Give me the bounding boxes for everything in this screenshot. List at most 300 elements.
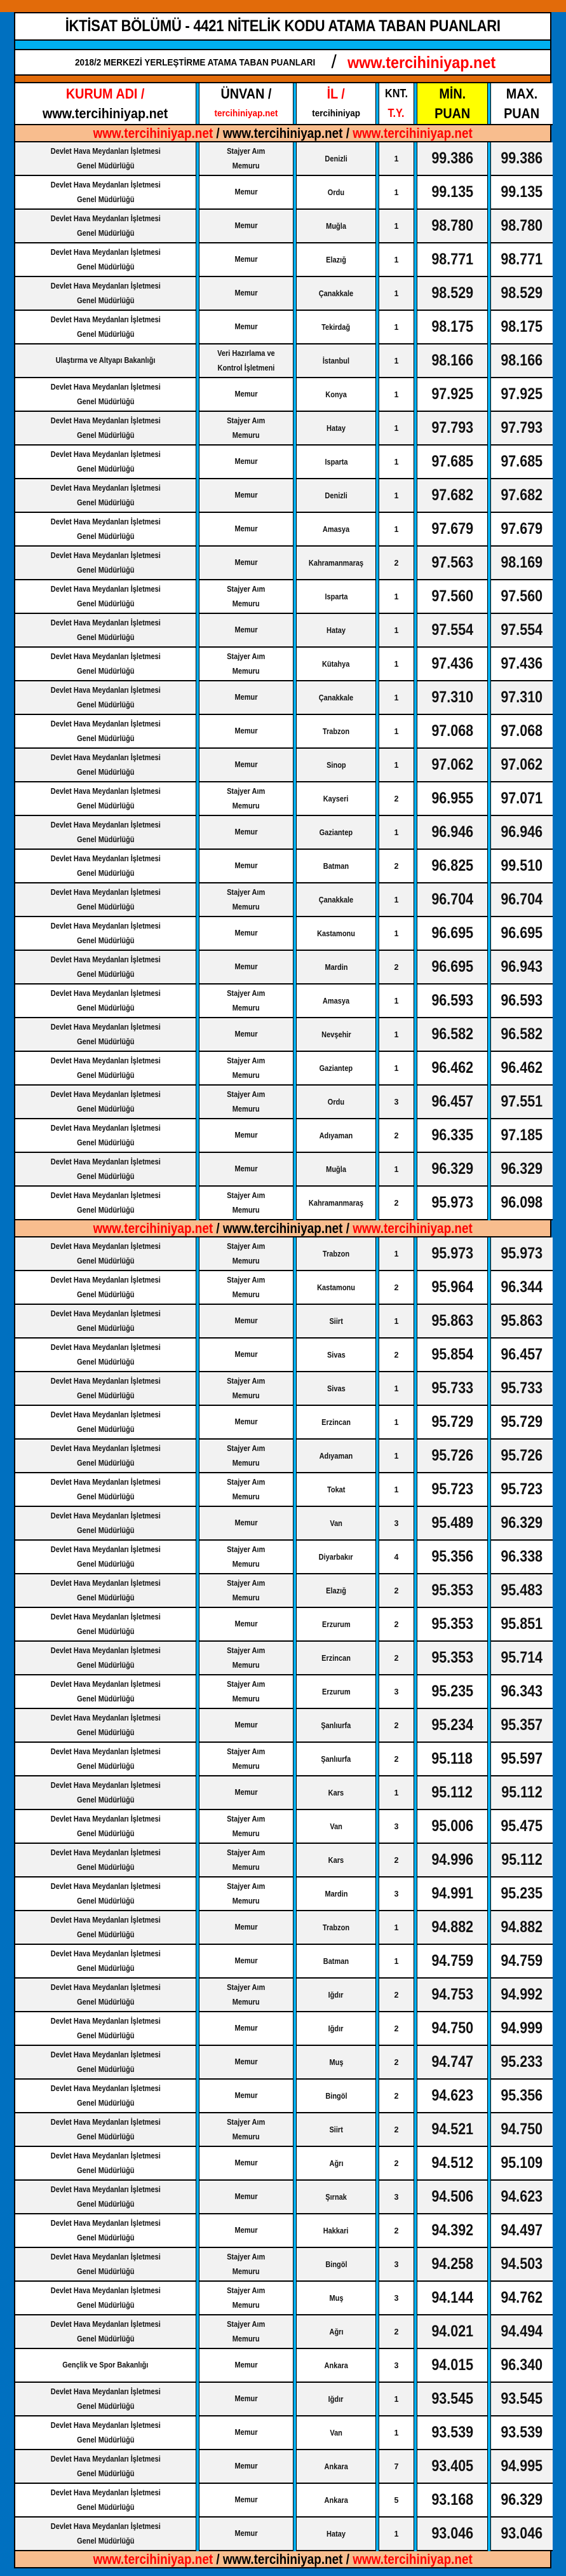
cell-quota: 1 — [379, 1052, 414, 1086]
cell-institution: Devlet Hava Meydanları İşletmesi Genel Müdürlüğü — [15, 1877, 196, 1911]
cell-quota: 1 — [379, 1237, 414, 1271]
cell-max-score: 97.071 — [491, 782, 553, 816]
cell-title: Memur — [199, 446, 293, 479]
cell-title: Memur — [199, 243, 293, 277]
cell-quota: 1 — [379, 2383, 414, 2416]
cell-city: Gaziantep — [297, 816, 375, 850]
table-row — [14, 2012, 551, 2046]
banner-link-2[interactable]: www.tercihiniyap.net — [222, 1220, 343, 1236]
table-row — [14, 1086, 551, 1119]
cell-institution: Ulaştırma ve Altyapı Bakanlığı — [15, 344, 196, 378]
cell-quota: 3 — [379, 2248, 414, 2282]
cell-quota: 1 — [379, 243, 414, 277]
cell-title: Memur — [199, 850, 293, 883]
cell-institution: Devlet Hava Meydanları İşletmesi Genel Müdürlüğü — [15, 951, 196, 985]
cell-city: Konya — [297, 378, 375, 412]
cell-min-score: 95.729 — [417, 1406, 487, 1440]
cell-quota: 2 — [379, 2046, 414, 2080]
cell-min-score: 95.726 — [417, 1440, 487, 1473]
cell-city: Trabzon — [297, 715, 375, 749]
cell-institution: Devlet Hava Meydanları İşletmesi Genel Müdürlüğü — [15, 1237, 196, 1271]
cell-city: Çanakkale — [297, 681, 375, 715]
cell-institution: Devlet Hava Meydanları İşletmesi Genel Müdürlüğü — [15, 176, 196, 210]
cell-quota: 1 — [379, 614, 414, 648]
cell-min-score: 97.925 — [417, 378, 487, 412]
cell-max-score: 97.682 — [491, 479, 553, 513]
cell-min-score: 97.793 — [417, 412, 487, 446]
cell-city: Erzurum — [297, 1675, 375, 1709]
cell-max-score: 96.098 — [491, 1187, 553, 1220]
cell-institution: Devlet Hava Meydanları İşletmesi Genel Müdürlüğü — [15, 850, 196, 883]
cell-city: Hatay — [297, 2518, 375, 2551]
cell-min-score: 95.118 — [417, 1743, 487, 1776]
cell-title: Memur — [199, 2484, 293, 2518]
cell-max-score: 94.762 — [491, 2282, 553, 2315]
cell-max-score: 96.329 — [491, 1153, 553, 1187]
cell-title: Memur — [199, 1406, 293, 1440]
table-header — [14, 83, 551, 125]
table-row — [14, 1119, 551, 1153]
table-row — [14, 210, 551, 243]
cell-city: Kütahya — [297, 648, 375, 681]
cell-title: Stajyer Aım Memuru — [199, 1877, 293, 1911]
cell-city: Ankara — [297, 2484, 375, 2518]
cell-title: Memur — [199, 2214, 293, 2248]
cell-quota: 1 — [379, 816, 414, 850]
table-row — [14, 2315, 551, 2349]
cell-min-score: 96.329 — [417, 1153, 487, 1187]
cell-title: Stajyer Aım Memuru — [199, 985, 293, 1018]
banner-link-1[interactable]: www.tercihiniyap.net — [93, 125, 213, 141]
cell-quota: 1 — [379, 1945, 414, 1979]
table-row — [14, 1440, 551, 1473]
cell-institution: Devlet Hava Meydanları İşletmesi Genel Müdürlüğü — [15, 1642, 196, 1675]
cell-institution: Devlet Hava Meydanları İşletmesi Genel Müdürlüğü — [15, 378, 196, 412]
cyan-divider — [14, 41, 551, 50]
cell-quota: 2 — [379, 782, 414, 816]
cell-institution: Devlet Hava Meydanları İşletmesi Genel Müdürlüğü — [15, 1119, 196, 1153]
cell-max-score: 95.597 — [491, 1743, 553, 1776]
cell-quota: 1 — [379, 2518, 414, 2551]
cell-quota: 1 — [379, 917, 414, 951]
cell-title: Memur — [199, 1911, 293, 1945]
cell-max-score: 96.946 — [491, 816, 553, 850]
cell-max-score: 93.539 — [491, 2416, 553, 2450]
cell-min-score: 97.685 — [417, 446, 487, 479]
cell-max-score: 96.344 — [491, 1271, 553, 1305]
cell-max-score: 94.995 — [491, 2450, 553, 2484]
cell-min-score: 96.825 — [417, 850, 487, 883]
cell-title: Memur — [199, 614, 293, 648]
cell-city: Kastamonu — [297, 917, 375, 951]
cell-title: Memur — [199, 479, 293, 513]
cell-max-score: 96.338 — [491, 1541, 553, 1574]
table-row — [14, 2181, 551, 2214]
cell-institution: Devlet Hava Meydanları İşletmesi Genel Müdürlüğü — [15, 446, 196, 479]
table-row — [14, 311, 551, 344]
cell-institution: Devlet Hava Meydanları İşletmesi Genel Müdürlüğü — [15, 1979, 196, 2012]
table-row — [14, 917, 551, 951]
cell-quota: 2 — [379, 1187, 414, 1220]
cell-min-score: 94.750 — [417, 2012, 487, 2046]
cell-institution: Devlet Hava Meydanları İşletmesi Genel Müdürlüğü — [15, 917, 196, 951]
cell-title: Stajyer Aım Memuru — [199, 1372, 293, 1406]
cell-min-score: 93.545 — [417, 2383, 487, 2416]
cell-institution: Devlet Hava Meydanları İşletmesi Genel Müdürlüğü — [15, 277, 196, 311]
cell-min-score: 95.353 — [417, 1608, 487, 1642]
cell-quota: 1 — [379, 1911, 414, 1945]
cell-min-score: 95.723 — [417, 1473, 487, 1507]
table-row — [14, 344, 551, 378]
cell-title: Stajyer Aım Memuru — [199, 1086, 293, 1119]
cell-title: Memur — [199, 513, 293, 547]
cell-title: Memur — [199, 2181, 293, 2214]
cell-quota: 1 — [379, 479, 414, 513]
cell-title: Stajyer Aım Memuru — [199, 412, 293, 446]
cell-institution: Devlet Hava Meydanları İşletmesi Genel Müdürlüğü — [15, 2315, 196, 2349]
cell-institution: Devlet Hava Meydanları İşletmesi Genel Müdürlüğü — [15, 749, 196, 782]
table-row — [14, 176, 551, 210]
table-row — [14, 513, 551, 547]
cell-quota: 3 — [379, 2181, 414, 2214]
table-row — [14, 2147, 551, 2181]
cell-city: Şanlıurfa — [297, 1743, 375, 1776]
cell-title: Memur — [199, 1119, 293, 1153]
cell-institution: Devlet Hava Meydanları İşletmesi Genel Müdürlüğü — [15, 883, 196, 917]
cell-quota: 3 — [379, 1086, 414, 1119]
cell-title: Stajyer Aım Memuru — [199, 1574, 293, 1608]
cell-max-score: 95.356 — [491, 2080, 553, 2113]
cell-city: Amasya — [297, 985, 375, 1018]
table-row — [14, 1810, 551, 1844]
table-row — [14, 277, 551, 311]
cell-city: Ağrı — [297, 2315, 375, 2349]
cell-title: Stajyer Aım Memuru — [199, 2315, 293, 2349]
cell-min-score: 97.436 — [417, 648, 487, 681]
banner-link-3[interactable]: www.tercihiniyap.net — [353, 1220, 473, 1236]
table-row — [14, 1473, 551, 1507]
cell-max-score: 96.593 — [491, 985, 553, 1018]
cell-quota: 1 — [379, 1440, 414, 1473]
cell-min-score: 96.335 — [417, 1119, 487, 1153]
cell-max-score: 96.457 — [491, 1339, 553, 1372]
cell-min-score: 95.112 — [417, 1776, 487, 1810]
cell-min-score: 96.457 — [417, 1086, 487, 1119]
subtitle-row — [14, 50, 551, 76]
cell-city: Trabzon — [297, 1237, 375, 1271]
cell-quota: 3 — [379, 2282, 414, 2315]
cell-institution: Devlet Hava Meydanları İşletmesi Genel Müdürlüğü — [15, 1675, 196, 1709]
cell-institution: Devlet Hava Meydanları İşletmesi Genel Müdürlüğü — [15, 1473, 196, 1507]
cell-institution: Gençlik ve Spor Bakanlığı — [15, 2349, 196, 2383]
cell-city: Mardin — [297, 951, 375, 985]
cell-institution: Devlet Hava Meydanları İşletmesi Genel Müdürlüğü — [15, 2214, 196, 2248]
cell-min-score: 95.854 — [417, 1339, 487, 1372]
cell-min-score: 98.780 — [417, 210, 487, 243]
banner-link-3[interactable]: www.tercihiniyap.net — [353, 125, 473, 141]
table-row — [14, 142, 551, 176]
watermark-banner: www.tercihiniyap.net / www.tercihiniyap.net / www.tercihiniyap.net — [14, 2551, 551, 2568]
cell-title: Stajyer Aım Memuru — [199, 1675, 293, 1709]
watermark-banner: www.tercihiniyap.net / www.tercihiniyap.net / www.tercihiniyap.net — [14, 125, 551, 142]
cell-institution: Devlet Hava Meydanları İşletmesi Genel Müdürlüğü — [15, 1776, 196, 1810]
cell-min-score: 95.235 — [417, 1675, 487, 1709]
cell-title: Memur — [199, 1608, 293, 1642]
cell-min-score: 95.356 — [417, 1541, 487, 1574]
cell-title: Stajyer Aım Memuru — [199, 1440, 293, 1473]
cell-max-score: 96.704 — [491, 883, 553, 917]
cell-institution: Devlet Hava Meydanları İşletmesi Genel Müdürlüğü — [15, 1339, 196, 1372]
cell-min-score: 97.554 — [417, 614, 487, 648]
subtitle-site-link[interactable]: www.tercihiniyap.net — [347, 52, 495, 72]
cell-city: Isparta — [297, 446, 375, 479]
table-row — [14, 1271, 551, 1305]
table-row — [14, 749, 551, 782]
cell-quota: 2 — [379, 1119, 414, 1153]
cell-city: Erzincan — [297, 1642, 375, 1675]
cell-city: Sivas — [297, 1372, 375, 1406]
cell-quota: 2 — [379, 2315, 414, 2349]
cell-min-score: 95.964 — [417, 1271, 487, 1305]
cell-max-score: 97.310 — [491, 681, 553, 715]
cell-institution: Devlet Hava Meydanları İşletmesi Genel Müdürlüğü — [15, 1743, 196, 1776]
table-row — [14, 243, 551, 277]
cell-title: Memur — [199, 2147, 293, 2181]
cell-max-score: 96.943 — [491, 951, 553, 985]
cell-city: Denizli — [297, 479, 375, 513]
cell-title: Stajyer Aım Memuru — [199, 648, 293, 681]
cell-quota: 1 — [379, 277, 414, 311]
table-row — [14, 1776, 551, 1810]
cell-max-score: 97.551 — [491, 1086, 553, 1119]
page-title: İKTİSAT BÖLÜMÜ - 4421 NİTELİK KODU ATAMA TABAN PUANLARI — [65, 17, 501, 35]
table-row — [14, 1153, 551, 1187]
cell-title: Stajyer Aım Memuru — [199, 782, 293, 816]
cell-max-score: 94.497 — [491, 2214, 553, 2248]
cell-min-score: 97.682 — [417, 479, 487, 513]
cell-quota: 2 — [379, 2214, 414, 2248]
table-row — [14, 1844, 551, 1877]
cell-institution: Devlet Hava Meydanları İşletmesi Genel Müdürlüğü — [15, 1153, 196, 1187]
cell-min-score: 98.771 — [417, 243, 487, 277]
table-row — [14, 2046, 551, 2080]
table-row — [14, 1237, 551, 1271]
cell-title: Veri Hazırlama ve Kontrol İşletmeni — [199, 344, 293, 378]
cell-max-score: 94.992 — [491, 1979, 553, 2012]
orange-divider — [14, 76, 551, 83]
cell-title: Stajyer Aım Memuru — [199, 2282, 293, 2315]
cell-title: Stajyer Aım Memuru — [199, 2248, 293, 2282]
cell-quota: 2 — [379, 1608, 414, 1642]
cell-min-score: 96.593 — [417, 985, 487, 1018]
cell-max-score: 95.112 — [491, 1776, 553, 1810]
table-row — [14, 1339, 551, 1372]
cell-city: Sivas — [297, 1339, 375, 1372]
cell-min-score: 96.582 — [417, 1018, 487, 1052]
cell-title: Stajyer Aım Memuru — [199, 1237, 293, 1271]
cell-quota: 2 — [379, 2113, 414, 2147]
table-row — [14, 883, 551, 917]
score-sheet — [14, 12, 551, 2576]
cell-title: Memur — [199, 2518, 293, 2551]
cell-title: Memur — [199, 951, 293, 985]
cell-max-score: 95.726 — [491, 1440, 553, 1473]
cell-max-score: 94.494 — [491, 2315, 553, 2349]
cell-max-score: 94.503 — [491, 2248, 553, 2282]
cell-institution: Devlet Hava Meydanları İşletmesi Genel Müdürlüğü — [15, 2113, 196, 2147]
cell-city: Batman — [297, 850, 375, 883]
banner-link-1[interactable]: www.tercihiniyap.net — [93, 1220, 213, 1236]
cell-city: Kars — [297, 1776, 375, 1810]
cell-quota: 3 — [379, 2349, 414, 2383]
cell-min-score: 93.405 — [417, 2450, 487, 2484]
cell-city: Iğdır — [297, 2383, 375, 2416]
cell-city: Şırnak — [297, 2181, 375, 2214]
cell-min-score: 96.955 — [417, 782, 487, 816]
cell-min-score: 95.006 — [417, 1810, 487, 1844]
cell-title: Memur — [199, 2349, 293, 2383]
table-row — [14, 1675, 551, 1709]
cell-institution: Devlet Hava Meydanları İşletmesi Genel Müdürlüğü — [15, 142, 196, 176]
cell-title: Memur — [199, 715, 293, 749]
cell-title: Stajyer Aım Memuru — [199, 580, 293, 614]
cell-city: Muş — [297, 2282, 375, 2315]
cell-city: Van — [297, 1810, 375, 1844]
cell-title: Memur — [199, 816, 293, 850]
cell-quota: 1 — [379, 749, 414, 782]
cell-institution: Devlet Hava Meydanları İşletmesi Genel Müdürlüğü — [15, 1372, 196, 1406]
cell-max-score: 94.759 — [491, 1945, 553, 1979]
banner-link-2[interactable]: www.tercihiniyap.net — [222, 2551, 343, 2567]
table-row — [14, 580, 551, 614]
cell-quota: 2 — [379, 1574, 414, 1608]
cell-min-score: 94.258 — [417, 2248, 487, 2282]
cell-quota: 4 — [379, 1541, 414, 1574]
cell-min-score: 97.068 — [417, 715, 487, 749]
cell-title: Stajyer Aım Memuru — [199, 1473, 293, 1507]
cell-min-score: 95.353 — [417, 1574, 487, 1608]
table-row — [14, 1372, 551, 1406]
cell-city: Adıyaman — [297, 1440, 375, 1473]
table-row — [14, 1052, 551, 1086]
banner-link-1[interactable]: www.tercihiniyap.net — [93, 2551, 213, 2567]
table-row — [14, 2383, 551, 2416]
cell-min-score: 94.512 — [417, 2147, 487, 2181]
cell-min-score: 94.521 — [417, 2113, 487, 2147]
cell-title: Stajyer Aım Memuru — [199, 1642, 293, 1675]
banner-link-3[interactable]: www.tercihiniyap.net — [353, 2551, 473, 2567]
banner-link-2[interactable]: www.tercihiniyap.net — [222, 125, 343, 141]
cell-min-score: 98.529 — [417, 277, 487, 311]
cell-institution: Devlet Hava Meydanları İşletmesi Genel Müdürlüğü — [15, 547, 196, 580]
cell-title: Memur — [199, 2012, 293, 2046]
cell-institution: Devlet Hava Meydanları İşletmesi Genel Müdürlüğü — [15, 2383, 196, 2416]
cell-quota: 1 — [379, 344, 414, 378]
cell-city: Kahramanmaraş — [297, 547, 375, 580]
cell-city: Erzurum — [297, 1608, 375, 1642]
cell-city: Iğdır — [297, 1979, 375, 2012]
cell-min-score: 95.973 — [417, 1237, 487, 1271]
cell-title: Stajyer Aım Memuru — [199, 2113, 293, 2147]
cell-city: Çanakkale — [297, 883, 375, 917]
table-row — [14, 1709, 551, 1743]
cell-institution: Devlet Hava Meydanları İşletmesi Genel Müdürlüğü — [15, 513, 196, 547]
table-row — [14, 547, 551, 580]
cell-institution: Devlet Hava Meydanları İşletmesi Genel Müdürlüğü — [15, 2416, 196, 2450]
subtitle-slash: / — [331, 51, 337, 72]
cell-min-score: 97.563 — [417, 547, 487, 580]
table-row — [14, 715, 551, 749]
watermark-banner: www.tercihiniyap.net / www.tercihiniyap.net / www.tercihiniyap.net — [14, 1220, 551, 1237]
table-row — [14, 681, 551, 715]
cell-max-score: 97.068 — [491, 715, 553, 749]
col-header-max-score: MAX. PUAN — [491, 83, 553, 125]
cell-title: Stajyer Aım Memuru — [199, 1743, 293, 1776]
cell-max-score: 96.462 — [491, 1052, 553, 1086]
cell-quota: 5 — [379, 2484, 414, 2518]
cell-city: Kastamonu — [297, 1271, 375, 1305]
page-title-row — [14, 12, 551, 41]
cell-max-score: 95.733 — [491, 1372, 553, 1406]
cell-city: Erzincan — [297, 1406, 375, 1440]
cell-institution: Devlet Hava Meydanları İşletmesi Genel Müdürlüğü — [15, 2518, 196, 2551]
cell-quota: 2 — [379, 547, 414, 580]
table-row — [14, 412, 551, 446]
cell-institution: Devlet Hava Meydanları İşletmesi Genel Müdürlüğü — [15, 2484, 196, 2518]
col-header-min-score: MİN. PUAN — [417, 83, 487, 125]
cell-min-score: 97.062 — [417, 749, 487, 782]
cell-city: Muğla — [297, 210, 375, 243]
cell-quota: 2 — [379, 2012, 414, 2046]
cell-min-score: 94.996 — [417, 1844, 487, 1877]
cell-city: Kars — [297, 1844, 375, 1877]
cell-quota: 2 — [379, 1271, 414, 1305]
cell-min-score: 99.135 — [417, 176, 487, 210]
cell-institution: Devlet Hava Meydanları İşletmesi Genel Müdürlüğü — [15, 1709, 196, 1743]
cell-min-score: 94.623 — [417, 2080, 487, 2113]
cell-city: Hatay — [297, 412, 375, 446]
cell-quota: 2 — [379, 1979, 414, 2012]
cell-city: Siirt — [297, 2113, 375, 2147]
cell-city: İstanbul — [297, 344, 375, 378]
cell-title: Memur — [199, 1339, 293, 1372]
cell-quota: 1 — [379, 985, 414, 1018]
table-row — [14, 816, 551, 850]
table-body — [14, 125, 551, 2568]
cell-quota: 2 — [379, 1709, 414, 1743]
cell-institution: Devlet Hava Meydanları İşletmesi Genel Müdürlüğü — [15, 1810, 196, 1844]
cell-title: Memur — [199, 1709, 293, 1743]
cell-city: Ankara — [297, 2349, 375, 2383]
cell-institution: Devlet Hava Meydanları İşletmesi Genel Müdürlüğü — [15, 1541, 196, 1574]
cell-city: Denizli — [297, 142, 375, 176]
cell-institution: Devlet Hava Meydanları İşletmesi Genel Müdürlüğü — [15, 412, 196, 446]
cell-quota: 1 — [379, 142, 414, 176]
table-row — [14, 1743, 551, 1776]
cell-institution: Devlet Hava Meydanları İşletmesi Genel Müdürlüğü — [15, 681, 196, 715]
cell-max-score: 95.112 — [491, 1844, 553, 1877]
cell-city: Kahramanmaraş — [297, 1187, 375, 1220]
cell-title: Memur — [199, 749, 293, 782]
cell-min-score: 97.560 — [417, 580, 487, 614]
cell-title: Memur — [199, 2450, 293, 2484]
cell-city: Nevşehir — [297, 1018, 375, 1052]
cell-quota: 1 — [379, 513, 414, 547]
cell-min-score: 95.973 — [417, 1187, 487, 1220]
cell-max-score: 96.329 — [491, 2484, 553, 2518]
cell-min-score: 98.175 — [417, 311, 487, 344]
cell-quota: 1 — [379, 1473, 414, 1507]
